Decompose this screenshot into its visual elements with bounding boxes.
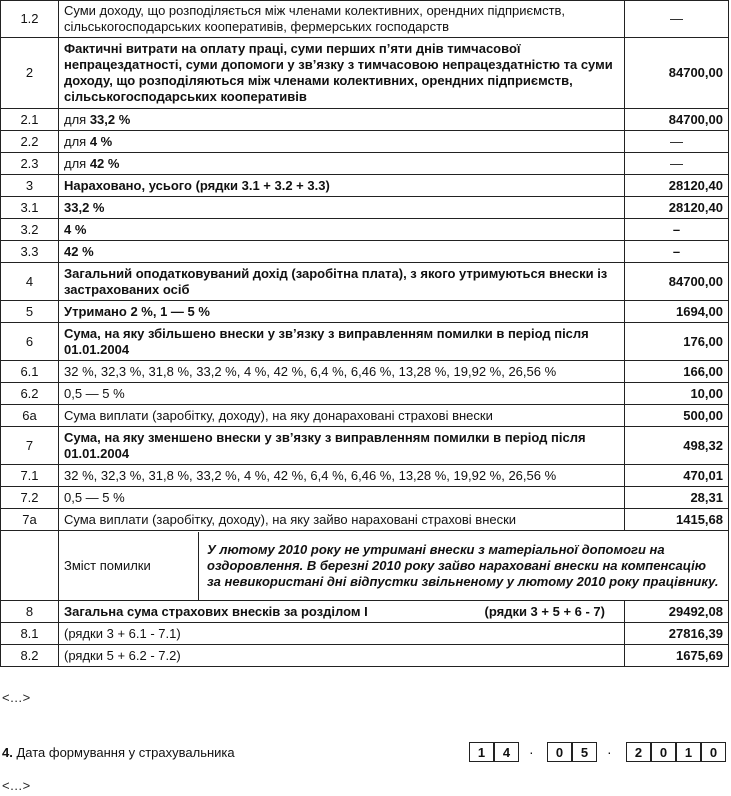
- row-number: 3: [1, 175, 59, 197]
- row-value: 84700,00: [625, 109, 729, 131]
- row-value: 1675,69: [625, 645, 729, 667]
- row-value: 166,00: [625, 361, 729, 383]
- day-digit-2: 4: [494, 742, 519, 762]
- row-value: –: [625, 241, 729, 263]
- table-row: [1, 383, 729, 405]
- table-row: [1, 175, 729, 197]
- row-description: Утримано 2 %, 1 — 5 %: [59, 301, 625, 323]
- row-description-prefix: для: [64, 133, 90, 149]
- error-description-row: [1, 531, 729, 601]
- error-label: Зміст помилки: [59, 532, 199, 600]
- row-number: 6.1: [1, 361, 59, 383]
- row-description: Нараховано, усього (рядки 3.1 + 3.2 + 3.3): [59, 175, 625, 197]
- row-description: 42 %: [59, 241, 625, 263]
- table-row: [1, 38, 729, 109]
- row-description: 4 %: [59, 219, 625, 241]
- row-value: 498,32: [625, 427, 729, 465]
- date-label-text: Дата формування у страхувальника: [16, 745, 235, 760]
- year-digit-2: 0: [651, 742, 676, 762]
- row-value: —: [625, 153, 729, 175]
- date-separator: ·: [529, 744, 534, 760]
- table-row: [1, 361, 729, 383]
- row-number: 7а: [1, 509, 59, 531]
- row-description: 33,2 %: [59, 197, 625, 219]
- table-row: [1, 1, 729, 38]
- table-row: [1, 263, 729, 301]
- row-number: 2.2: [1, 131, 59, 153]
- table-row: [1, 623, 729, 645]
- table-row: [1, 509, 729, 531]
- row-number: 2: [1, 38, 59, 109]
- table-row: [1, 219, 729, 241]
- row-number: 7.2: [1, 487, 59, 509]
- row-description-rate: 4 %: [89, 133, 113, 149]
- row-description-text: Загальна сума страхових внесків за розділом I: [64, 603, 368, 619]
- date-label: [2, 745, 235, 760]
- row-description-rate: 42 %: [89, 155, 120, 171]
- year-digit-3: 1: [676, 742, 701, 762]
- row-description: Сума, на яку збільшено внески у зв’язку з виправленням помилки в період після 01.01.2004: [59, 323, 625, 361]
- row-description: Фактичні витрати на оплату праці, суми перших п’яти днів тимчасової непрацездатності, суми допомоги у зв’язку з тимчасовою непрацездатністю та суми доходу, що розподіляються між членами колективних, орендних підприємств, сільськогосподарських кооперативів: [59, 38, 625, 109]
- row-value: 1415,68: [625, 509, 729, 531]
- row-value: 176,00: [625, 323, 729, 361]
- row-number: 6.2: [1, 383, 59, 405]
- error-cell: [59, 531, 729, 601]
- section-number: 4.: [2, 745, 13, 760]
- table-row: [1, 427, 729, 465]
- row-value: 470,01: [625, 465, 729, 487]
- row-value: 28,31: [625, 487, 729, 509]
- row-description: 32 %, 32,3 %, 31,8 %, 33,2 %, 4 %, 42 %, 6,4 %, 6,46 %, 13,28 %, 19,92 %, 26,56 %: [59, 465, 625, 487]
- row-number: 8: [1, 601, 59, 623]
- row-description: 0,5 — 5 %: [59, 383, 625, 405]
- year-digit-1: 2: [626, 742, 651, 762]
- row-description-rate: 33,2 %: [89, 111, 131, 127]
- row-description: (рядки 5 + 6.2 - 7.2): [59, 645, 625, 667]
- row-description: Сума виплати (заробітку, доходу), на яку донараховані страхові внески: [59, 405, 625, 427]
- row-value: 29492,08: [625, 601, 729, 623]
- row-description: [59, 601, 625, 623]
- row-number: 4: [1, 263, 59, 301]
- row-description: [59, 153, 625, 175]
- row-description: 32 %, 32,3 %, 31,8 %, 33,2 %, 4 %, 42 %, 6,4 %, 6,46 %, 13,28 %, 19,92 %, 26,56 %: [59, 361, 625, 383]
- row-number: 3.3: [1, 241, 59, 263]
- row-description: Суми доходу, що розподіляється між членами колективних, орендних підприємств, сільськогосподарських кооперативів, фермерських господарств: [59, 1, 625, 38]
- row-value: 1694,00: [625, 301, 729, 323]
- year-digit-4: 0: [701, 742, 726, 762]
- table-row: [1, 131, 729, 153]
- row-value: 27816,39: [625, 623, 729, 645]
- row-number: 6: [1, 323, 59, 361]
- table-row: [1, 601, 729, 623]
- row-formula: (рядки 3 + 5 + 6 - 7): [484, 603, 605, 619]
- row-value: 500,00: [625, 405, 729, 427]
- row-description-prefix: для: [64, 155, 90, 171]
- row-description: [59, 131, 625, 153]
- row-value: —: [625, 1, 729, 38]
- row-description: [59, 109, 625, 131]
- row-description: Сума виплати (заробітку, доходу), на яку зайво нараховані страхові внески: [59, 509, 625, 531]
- row-number: 2.3: [1, 153, 59, 175]
- date-section: [2, 742, 731, 764]
- row-number: 8.1: [1, 623, 59, 645]
- row-description-prefix: для: [64, 111, 90, 127]
- table-row: [1, 153, 729, 175]
- table-row: [1, 465, 729, 487]
- row-description: Загальний оподатковуваний дохід (заробітна плата), з якого утримуються внески із застрахованих осіб: [59, 263, 625, 301]
- table-row: [1, 301, 729, 323]
- row-value: 28120,40: [625, 197, 729, 219]
- row-number: 1.2: [1, 1, 59, 38]
- table-row: [1, 405, 729, 427]
- table-row: [1, 109, 729, 131]
- error-text: У лютому 2010 року не утримані внески з матеріальної допомоги на оздоровлення. В березні 2010 року зайво нараховані внески на компенсацію за невикористані дні відпустки звільненому у лютому 2010 року працівнику.: [207, 541, 719, 589]
- row-number: 7: [1, 427, 59, 465]
- row-number: 3.1: [1, 197, 59, 219]
- row-value: –: [625, 219, 729, 241]
- error-row-spacer: [1, 531, 59, 601]
- table-row: [1, 241, 729, 263]
- row-value: 84700,00: [625, 263, 729, 301]
- row-number: 5: [1, 301, 59, 323]
- row-description: Сума, на яку зменшено внески у зв’язку з виправленням помилки в період після 01.01.2004: [59, 427, 625, 465]
- table-row: [1, 197, 729, 219]
- row-value: —: [625, 131, 729, 153]
- omission-mark: <…>: [2, 690, 31, 705]
- row-description: (рядки 3 + 6.1 - 7.1): [59, 623, 625, 645]
- month-digit-2: 5: [572, 742, 597, 762]
- date-separator: ·: [607, 744, 612, 760]
- row-value: 28120,40: [625, 175, 729, 197]
- month-digit-1: 0: [547, 742, 572, 762]
- row-number: 2.1: [1, 109, 59, 131]
- table-row: [1, 487, 729, 509]
- row-value: 84700,00: [625, 38, 729, 109]
- row-number: 8.2: [1, 645, 59, 667]
- day-digit-1: 1: [469, 742, 494, 762]
- table-row: [1, 645, 729, 667]
- table-row: [1, 323, 729, 361]
- row-value: 10,00: [625, 383, 729, 405]
- row-number: 7.1: [1, 465, 59, 487]
- omission-mark: <…>: [2, 778, 31, 793]
- row-number: 3.2: [1, 219, 59, 241]
- row-number: 6а: [1, 405, 59, 427]
- row-description: 0,5 — 5 %: [59, 487, 625, 509]
